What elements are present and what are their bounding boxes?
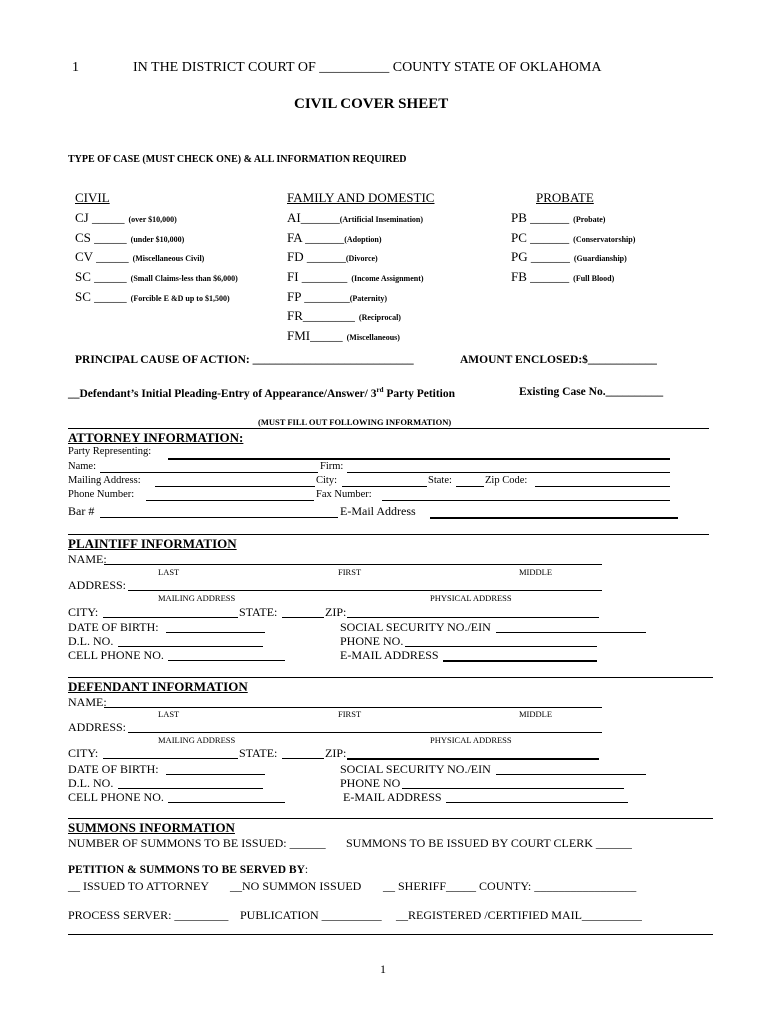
mailing-address-input[interactable]: [155, 486, 315, 487]
plaintiff-heading: PLAINTIFF INFORMATION: [68, 536, 237, 551]
plaintiff-dob-input[interactable]: [166, 632, 265, 633]
defendant-email-label: E-MAIL ADDRESS: [343, 790, 442, 804]
attorney-city-input[interactable]: [342, 486, 427, 487]
attorney-name-input[interactable]: [100, 472, 318, 473]
defendant-name-input[interactable]: [104, 707, 602, 708]
defendant-cell-label: CELL PHONE NO.: [68, 790, 164, 804]
case-option-pg[interactable]: PG ______ (Guardianship): [511, 249, 627, 264]
plaintiff-name-input[interactable]: [104, 564, 602, 565]
case-option-fr[interactable]: FR________ (Reciprocal): [287, 308, 401, 323]
principal-cause-field[interactable]: PRINCIPAL CAUSE OF ACTION: ____________________________: [75, 354, 414, 366]
process-server-field[interactable]: PROCESS SERVER: _________: [68, 908, 229, 922]
defendant-cell-input[interactable]: [168, 802, 285, 803]
defendant-physical-caption: PHYSICAL ADDRESS: [430, 735, 512, 745]
case-option-cs[interactable]: CS _____ (under $10,000): [75, 230, 185, 245]
case-option-sc-small-claims[interactable]: SC _____ (Small Claims-less than $6,000): [75, 269, 238, 284]
summons-by-clerk-field[interactable]: SUMMONS TO BE ISSUED BY COURT CLERK ______: [346, 836, 632, 850]
existing-case-number-field[interactable]: Existing Case No.__________: [519, 386, 664, 398]
defendant-ssn-input[interactable]: [496, 774, 646, 775]
plaintiff-city-label: CITY:: [68, 605, 99, 619]
plaintiff-dl-label: D.L. NO.: [68, 634, 114, 648]
defendant-state-input[interactable]: [282, 758, 324, 759]
family-heading: FAMILY AND DOMESTIC: [287, 190, 435, 205]
divider: [68, 534, 709, 535]
plaintiff-dob-label: DATE OF BIRTH:: [68, 620, 159, 634]
no-summon-issued-option[interactable]: __NO SUMMON ISSUED: [230, 879, 362, 893]
firm-input[interactable]: [347, 472, 670, 473]
defendant-name-label: NAME:: [68, 695, 107, 709]
case-option-fp[interactable]: FP _______(Paternity): [287, 289, 388, 304]
bar-number-label: Bar #: [68, 504, 95, 518]
defendant-dl-label: D.L. NO.: [68, 776, 114, 790]
plaintiff-city-input[interactable]: [103, 617, 238, 618]
case-option-fmi[interactable]: FMI_____ (Miscellaneous): [287, 328, 400, 343]
defendant-address-label: ADDRESS:: [68, 720, 127, 734]
defendant-zip-input[interactable]: [347, 758, 599, 760]
plaintiff-last-caption: LAST: [158, 567, 180, 577]
plaintiff-address-label: ADDRESS:: [68, 578, 127, 592]
plaintiff-cell-input[interactable]: [168, 660, 285, 661]
plaintiff-physical-caption: PHYSICAL ADDRESS: [430, 593, 512, 603]
page-number-top: 1: [72, 60, 79, 75]
registered-certified-mail-field[interactable]: __REGISTERED /CERTIFIED MAIL__________: [396, 908, 642, 922]
case-option-fb[interactable]: FB ______ (Full Blood): [511, 269, 615, 284]
attorney-zip-label: Zip Code:: [485, 475, 528, 486]
must-fill-note: (MUST FILL OUT FOLLOWING INFORMATION): [258, 417, 452, 427]
petition-served-heading: PETITION & SUMMONS TO BE SERVED BY:: [68, 864, 309, 876]
plaintiff-name-label: NAME:: [68, 552, 107, 566]
plaintiff-dl-input[interactable]: [118, 646, 263, 647]
defendant-dob-input[interactable]: [166, 774, 265, 775]
summons-heading: SUMMONS INFORMATION: [68, 820, 235, 835]
attorney-state-input[interactable]: [456, 486, 484, 487]
fax-number-label: Fax Number:: [316, 489, 372, 500]
defendant-email-input[interactable]: [446, 802, 628, 803]
defendant-phone-input[interactable]: [402, 788, 624, 789]
amount-enclosed-field[interactable]: AMOUNT ENCLOSED:$____________: [460, 354, 657, 366]
issued-to-attorney-option[interactable]: __ ISSUED TO ATTORNEY: [68, 879, 210, 893]
probate-heading: PROBATE: [536, 190, 594, 205]
defendant-zip-label: ZIP:: [325, 746, 347, 760]
defendant-middle-caption: MIDDLE: [519, 709, 553, 719]
case-option-pb[interactable]: PB ______ (Probate): [511, 210, 606, 225]
defendant-last-caption: LAST: [158, 709, 180, 719]
plaintiff-zip-input[interactable]: [347, 617, 599, 618]
defendant-heading: DEFENDANT INFORMATION: [68, 679, 248, 694]
phone-number-label: Phone Number:: [68, 489, 135, 500]
defendant-mailing-caption: MAILING ADDRESS: [158, 735, 236, 745]
defendant-ssn-label: SOCIAL SECURITY NO./EIN: [340, 762, 491, 776]
attorney-state-label: State:: [428, 475, 452, 486]
plaintiff-phone-input[interactable]: [405, 646, 597, 647]
case-option-sc-forcible[interactable]: SC _____ (Forcible E &D up to $1,500): [75, 289, 230, 304]
publication-field[interactable]: PUBLICATION __________: [240, 908, 382, 922]
attorney-heading: ATTORNEY INFORMATION:: [68, 430, 244, 445]
sheriff-county-field[interactable]: __ SHERIFF_____ COUNTY: _________________: [383, 879, 637, 893]
attorney-email-label: E-Mail Address: [340, 504, 416, 518]
divider: [68, 818, 713, 819]
phone-number-input[interactable]: [146, 500, 314, 501]
fax-number-input[interactable]: [382, 500, 670, 501]
plaintiff-email-label: E-MAIL ADDRESS: [340, 648, 439, 662]
attorney-name-label: Name:: [68, 461, 96, 472]
defendant-first-caption: FIRST: [338, 709, 362, 719]
number-of-summons-field[interactable]: NUMBER OF SUMMONS TO BE ISSUED: ______: [68, 836, 326, 850]
plaintiff-first-caption: FIRST: [338, 567, 362, 577]
attorney-email-input[interactable]: [430, 517, 678, 519]
attorney-zip-input[interactable]: [535, 486, 670, 487]
party-representing-label: Party Representing:: [68, 446, 152, 457]
divider: [68, 428, 709, 429]
page-title: CIVIL COVER SHEET: [294, 96, 449, 112]
court-line: IN THE DISTRICT COURT OF __________ COUNTY STATE OF OKLAHOMA: [133, 60, 602, 75]
case-option-fd[interactable]: FD ______(Divorce): [287, 249, 378, 264]
defendant-dl-input[interactable]: [118, 788, 263, 789]
plaintiff-cell-label: CELL PHONE NO.: [68, 648, 164, 662]
plaintiff-state-label: STATE:: [239, 605, 278, 619]
case-option-cj[interactable]: CJ _____ (over $10,000): [75, 210, 177, 225]
plaintiff-ssn-input[interactable]: [496, 632, 646, 633]
type-of-case-instruction: TYPE OF CASE (MUST CHECK ONE) & ALL INFORMATION REQUIRED: [68, 154, 407, 165]
defendant-city-input[interactable]: [103, 758, 238, 759]
plaintiff-mailing-caption: MAILING ADDRESS: [158, 593, 236, 603]
plaintiff-ssn-label: SOCIAL SECURITY NO./EIN: [340, 620, 491, 634]
plaintiff-email-input[interactable]: [443, 660, 597, 662]
attorney-city-label: City:: [316, 475, 338, 486]
divider: [68, 677, 713, 678]
case-option-cv[interactable]: CV _____ (Miscellaneous Civil): [75, 249, 205, 264]
plaintiff-address-input[interactable]: [128, 590, 602, 591]
plaintiff-zip-label: ZIP:: [325, 605, 347, 619]
case-option-ai[interactable]: AI______(Artificial Insemination): [287, 210, 424, 225]
firm-label: Firm:: [320, 461, 344, 472]
case-option-fa[interactable]: FA ______(Adoption): [287, 230, 382, 245]
plaintiff-phone-label: PHONE NO.: [340, 634, 404, 648]
plaintiff-middle-caption: MIDDLE: [519, 567, 553, 577]
case-option-pc[interactable]: PC ______ (Conservatorship): [511, 230, 636, 245]
civil-heading: CIVIL: [75, 190, 110, 205]
defendant-dob-label: DATE OF BIRTH:: [68, 762, 159, 776]
case-option-fi[interactable]: FI _______ (Income Assignment): [287, 269, 424, 284]
defendant-address-input[interactable]: [128, 732, 602, 733]
divider: [68, 934, 713, 935]
defendant-phone-label: PHONE NO: [340, 776, 401, 790]
bar-number-input[interactable]: [100, 517, 338, 518]
plaintiff-state-input[interactable]: [282, 617, 324, 618]
party-representing-input[interactable]: [168, 458, 670, 460]
defendant-city-label: CITY:: [68, 746, 99, 760]
defendant-initial-pleading-option[interactable]: __Defendant’s Initial Pleading-Entry of Appearance/Answer/ 3rd Party Petition: [68, 386, 456, 400]
mailing-address-label: Mailing Address:: [68, 475, 141, 486]
defendant-state-label: STATE:: [239, 746, 278, 760]
page-number-footer: 1: [380, 962, 386, 976]
